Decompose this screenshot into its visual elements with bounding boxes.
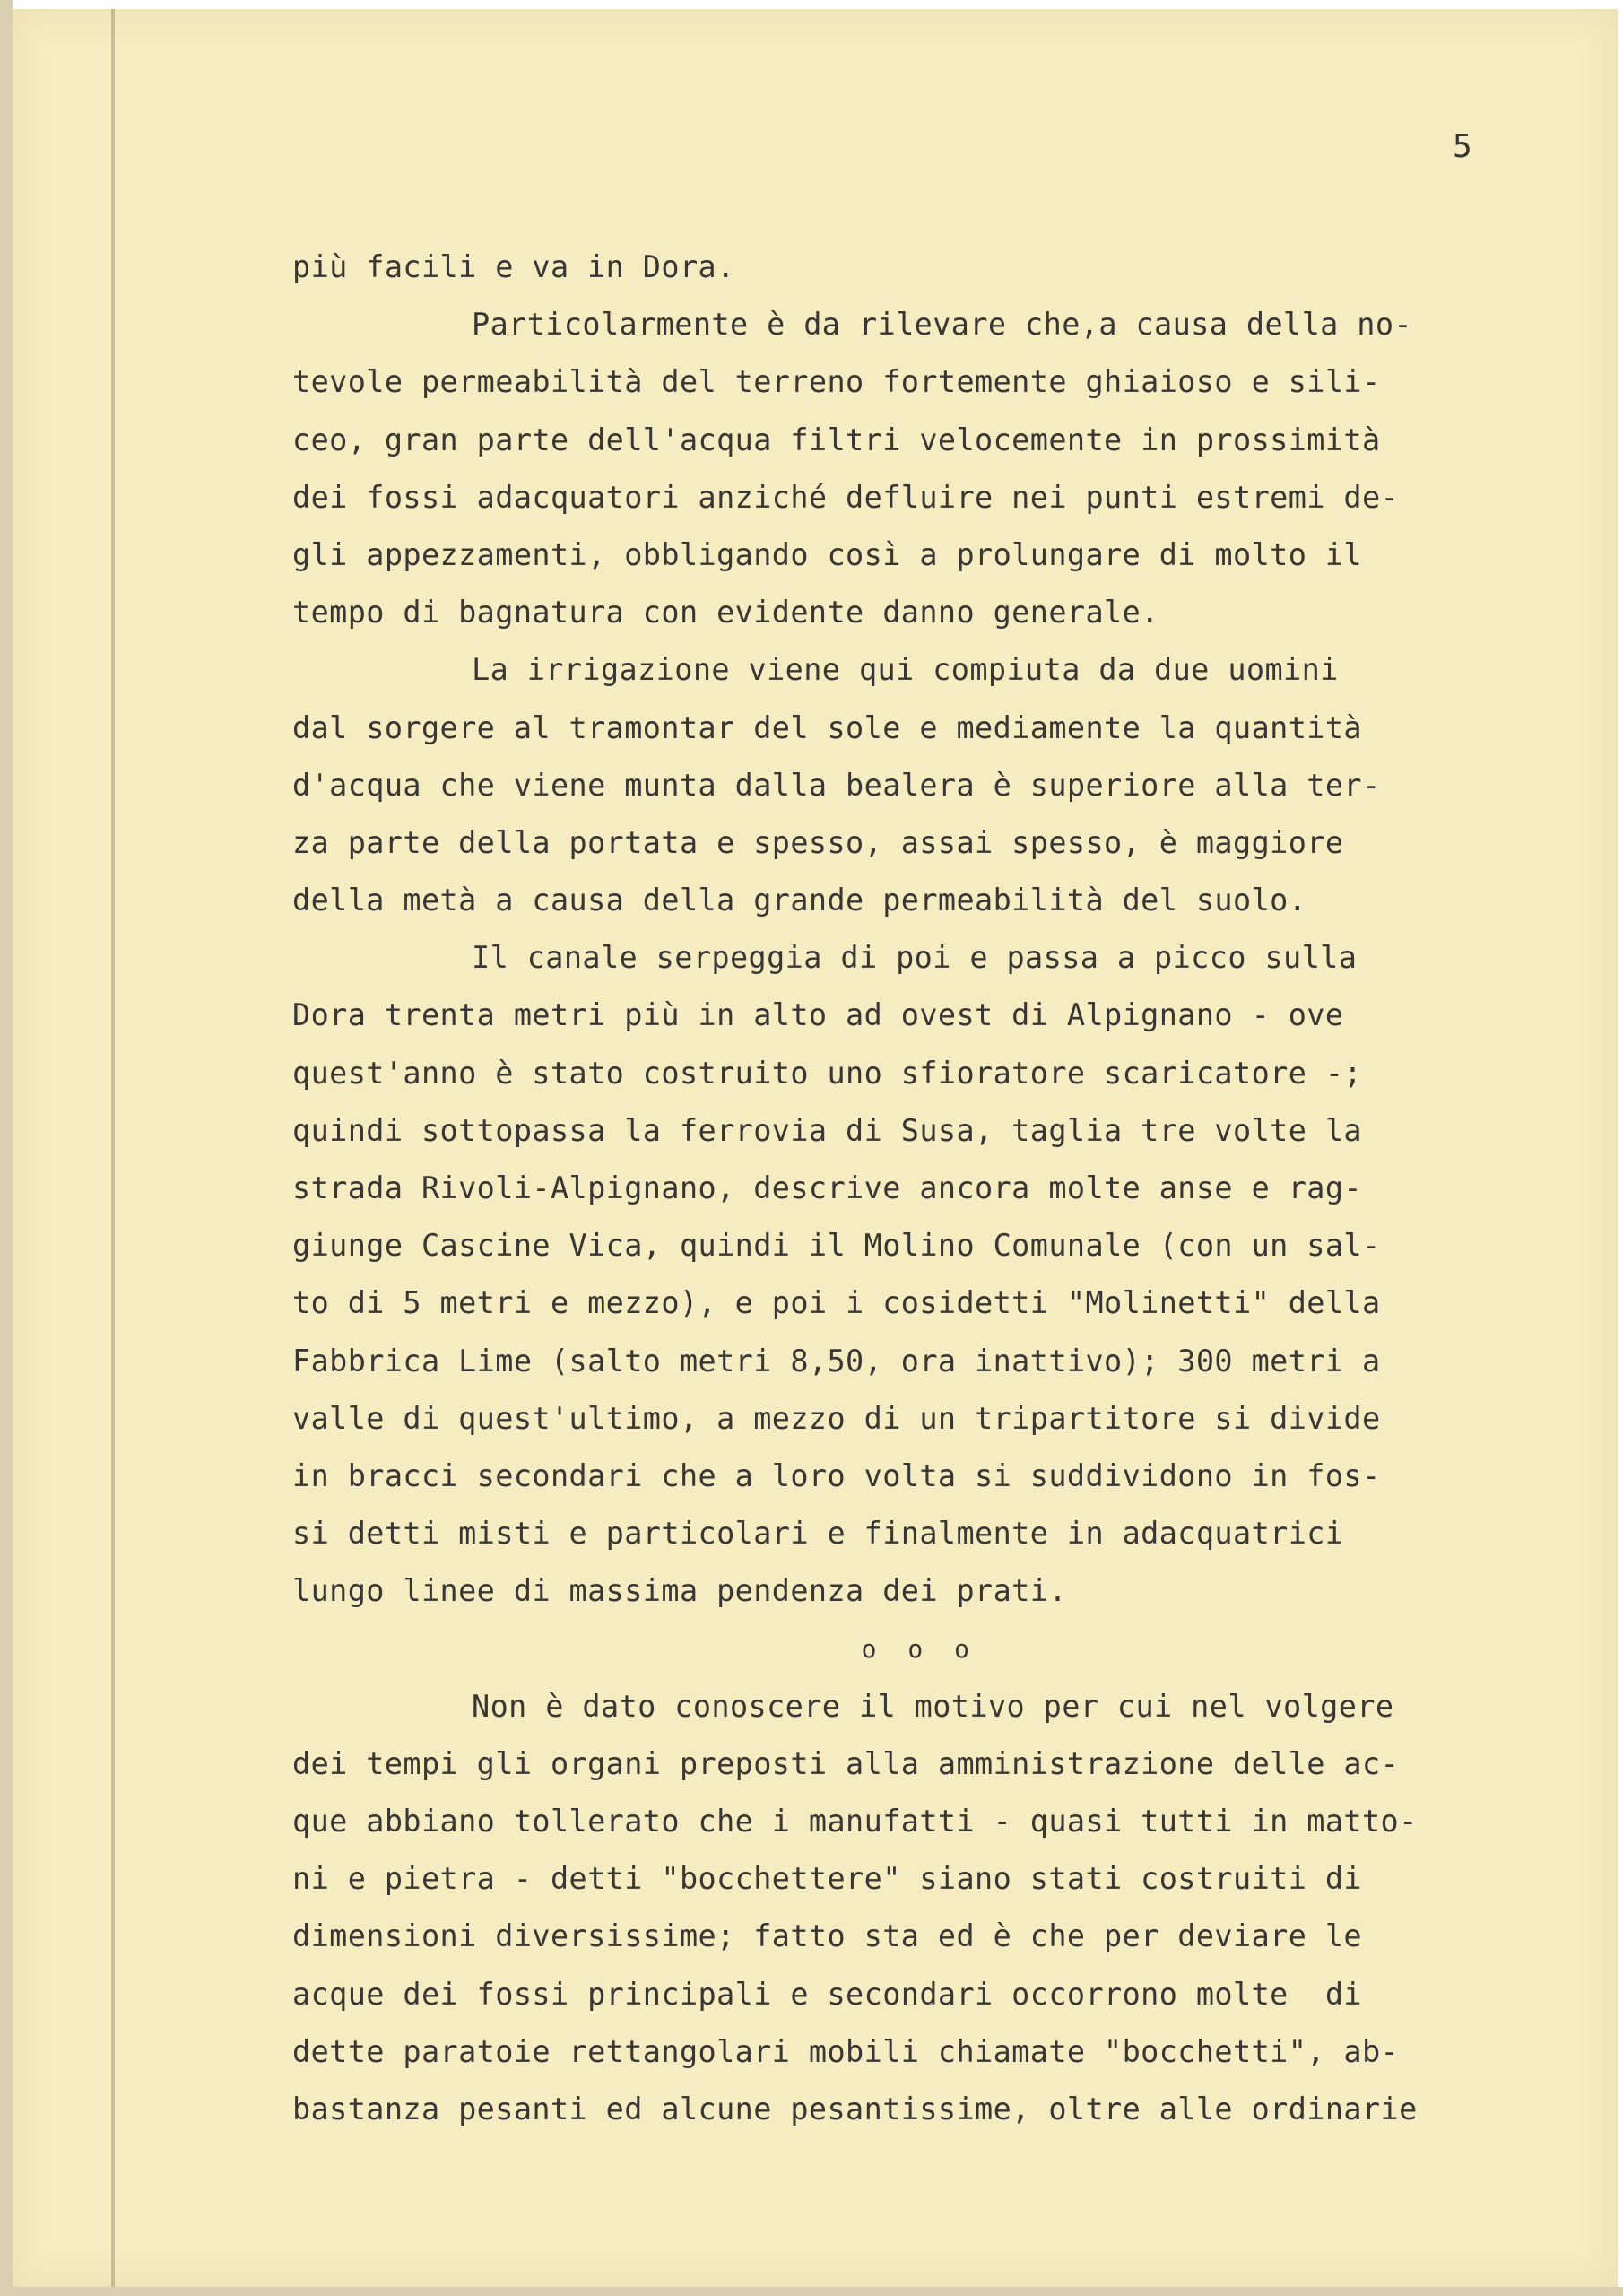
text-line: ceo, gran parte dell'acqua filtri velocemente in prossimità	[292, 422, 1381, 457]
text-line: acque dei fossi principali e secondari occorrono molte di	[292, 1976, 1362, 2012]
text-line: quindi sottopassa la ferrovia di Susa, taglia tre volte la	[292, 1112, 1362, 1148]
text-line: più facili e va in Dora.	[292, 249, 735, 284]
text-line: Particolarmente è da rilevare che,a causa della no-	[472, 307, 1413, 343]
text-line: si detti misti e particolari e finalmente in adacquatrici	[292, 1516, 1344, 1552]
scan-bottom-edge	[0, 2287, 1623, 2296]
section-separator: o o o	[861, 1633, 970, 1664]
text-line: dei fossi adacquatori anziché defluire nei punti estremi de-	[292, 479, 1400, 515]
text-line: giunge Cascine Vica, quindi il Molino Comunale (con un sal-	[292, 1228, 1381, 1264]
text-line: to di 5 metri e mezzo), e poi i cosidetti "Molinetti" della	[292, 1285, 1381, 1321]
text-line: della metà a causa della grande permeabilità del suolo.	[292, 883, 1307, 918]
text-line: tevole permeabilità del terreno fortemente ghiaioso e sili-	[292, 364, 1381, 400]
text-line: que abbiano tollerato che i manufatti - quasi tutti in matto-	[292, 1804, 1418, 1839]
text-line: tempo di bagnatura con evidente danno generale.	[292, 595, 1159, 631]
text-line: in bracci secondari che a loro volta si suddividono in fos-	[292, 1457, 1381, 1493]
text-line: La irrigazione viene qui compiuta da due uomini	[472, 652, 1339, 688]
text-line: d'acqua che viene munta dalla bealera è superiore alla ter-	[292, 767, 1381, 803]
text-line: Dora trenta metri più in alto ad ovest di Alpignano - ove	[292, 997, 1344, 1033]
scan-left-edge	[0, 0, 13, 2296]
text-line: lungo linee di massima pendenza dei prati.	[292, 1573, 1067, 1609]
document-body	[292, 239, 1557, 2138]
text-line: za parte della portata e spesso, assai spesso, è maggiore	[292, 824, 1344, 860]
text-line: dal sorgere al tramontar del sole e mediamente la quantità	[292, 709, 1362, 745]
text-line: ni e pietra - detti "bocchettere" siano stati costruiti di	[292, 1861, 1362, 1897]
text-line: gli appezzamenti, obbligando così a prolungare di molto il	[292, 536, 1362, 572]
text-line: bastanza pesanti ed alcune pesantissime, oltre alle ordinarie	[292, 2092, 1418, 2126]
text-line: Fabbrica Lime (salto metri 8,50, ora inattivo); 300 metri a	[292, 1343, 1381, 1378]
binding-fold-line	[111, 9, 115, 2287]
text-line: dette paratoie rettangolari mobili chiamate "bocchetti", ab-	[292, 2033, 1400, 2069]
text-line: Il canale serpeggia di poi e passa a picco sulla	[472, 940, 1358, 976]
text-line: valle di quest'ultimo, a mezzo di un tripartitore si divide	[292, 1400, 1381, 1436]
text-line: Non è dato conoscere il motivo per cui nel volgere	[472, 1688, 1394, 1724]
page-number: 5	[1453, 128, 1472, 165]
text-line: quest'anno è stato costruito uno sfioratore scaricatore -;	[292, 1055, 1362, 1091]
text-line: dimensioni diversissime; fatto sta ed è che per deviare le	[292, 1918, 1362, 1954]
text-line: dei tempi gli organi preposti alla amministrazione delle ac-	[292, 1745, 1400, 1781]
text-line: strada Rivoli-Alpignano, descrive ancora molte anse e rag-	[292, 1170, 1362, 1205]
